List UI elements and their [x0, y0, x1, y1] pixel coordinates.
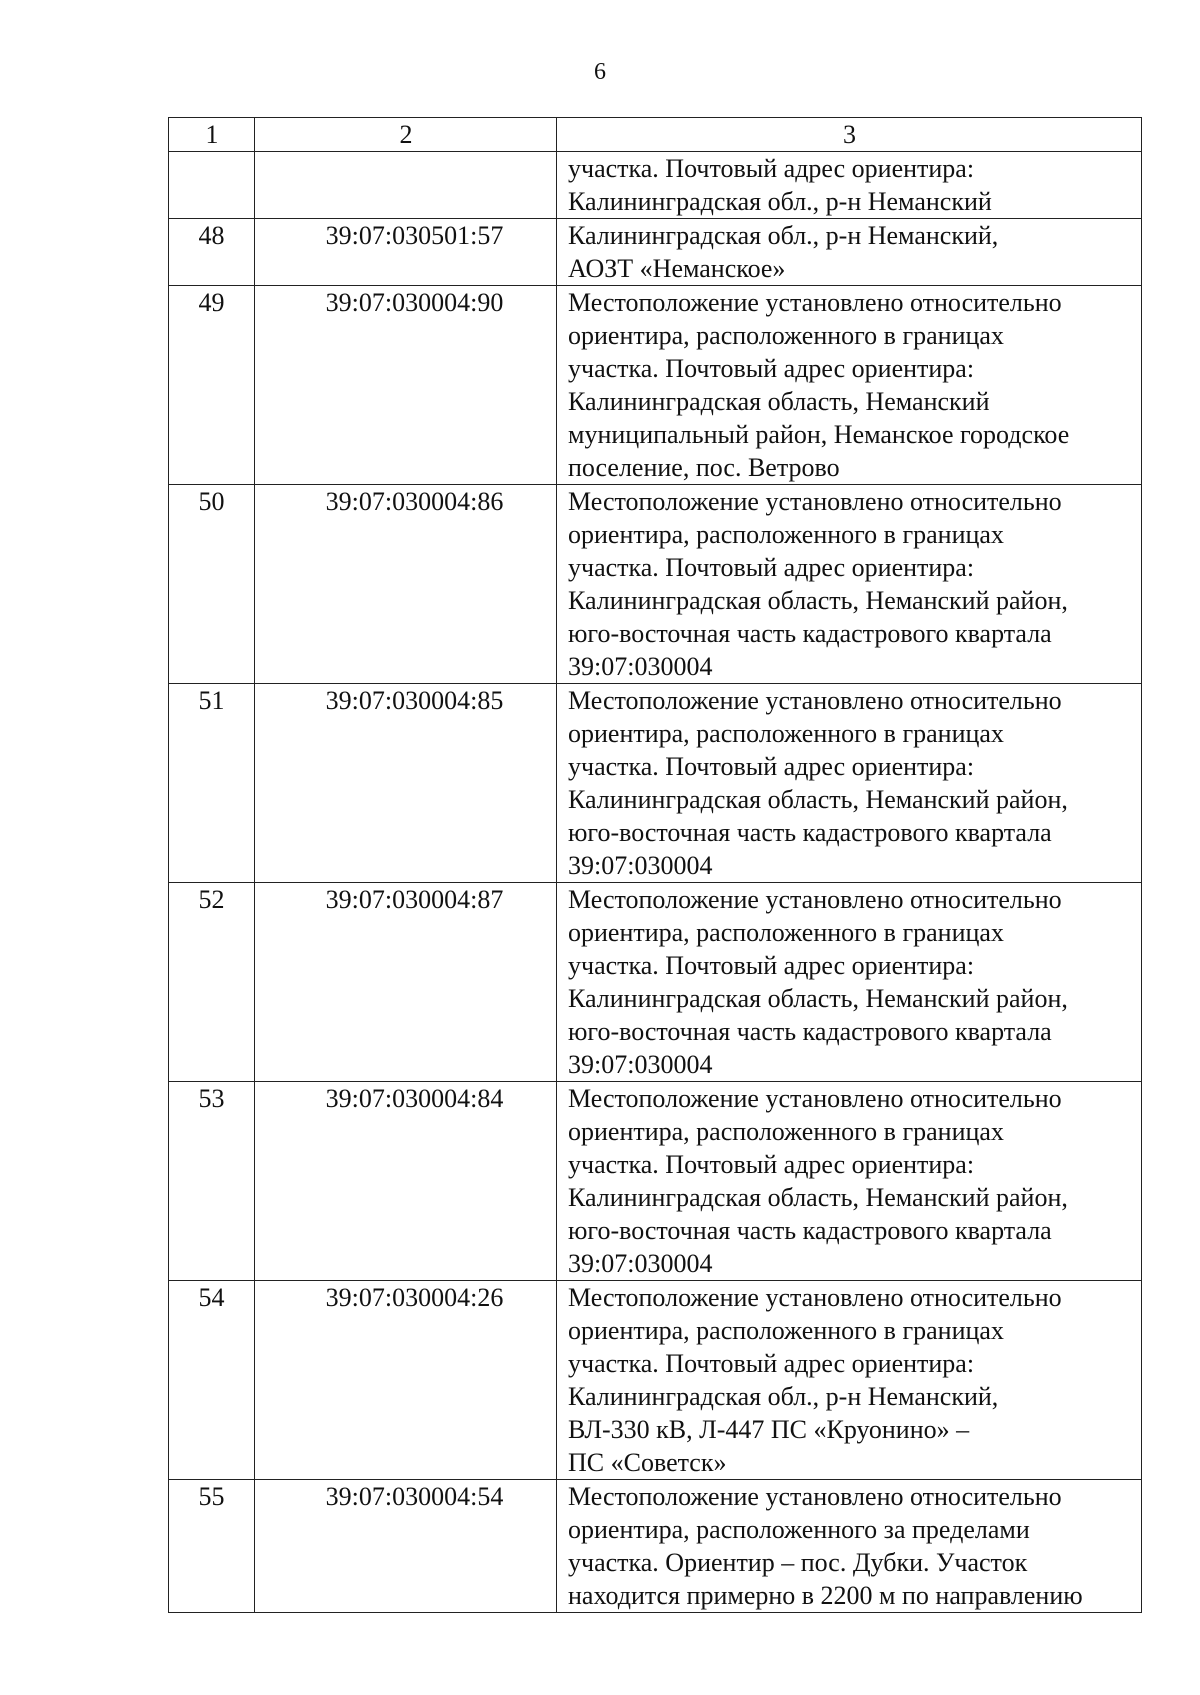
location-text-line: Калининградская область, Неманский район,	[568, 984, 1068, 1013]
cadastral-number-cell: 39:07:030004:85	[255, 684, 557, 883]
row-number-cell: 55	[169, 1480, 255, 1613]
location-text-line: юго-восточная часть кадастрового квартала	[568, 619, 1052, 648]
table-row	[169, 1082, 1142, 1281]
location-text-line: ориентира, расположенного в границах	[568, 1117, 1004, 1146]
row-number-cell: 50	[169, 485, 255, 684]
header-col-1: 1	[169, 118, 255, 152]
table-row	[169, 485, 1142, 684]
location-description-cell	[557, 286, 1142, 485]
location-text-line: Местоположение установлено относительно	[568, 885, 1062, 914]
location-text-line: юго-восточная часть кадастрового квартала	[568, 818, 1052, 847]
table-row	[169, 883, 1142, 1082]
table-row	[169, 152, 1142, 219]
location-text-line: АОЗТ «Неманское»	[568, 254, 786, 283]
location-text-line: участка. Ориентир – пос. Дубки. Участок	[568, 1548, 1028, 1577]
location-text-line: ориентира, расположенного в границах	[568, 520, 1004, 549]
table-row	[169, 1281, 1142, 1480]
row-number-cell: 54	[169, 1281, 255, 1480]
table-body	[169, 152, 1142, 1613]
location-text-line: ВЛ-330 кВ, Л-447 ПС «Круонино» –	[568, 1415, 970, 1444]
location-text-line: участка. Почтовый адрес ориентира:	[568, 354, 975, 383]
location-text-line: Калининградская область, Неманский	[568, 387, 990, 416]
location-text-line: юго-восточная часть кадастрового квартала	[568, 1216, 1052, 1245]
location-text-line: ориентира, расположенного в границах	[568, 1316, 1004, 1345]
location-text-line: ориентира, расположенного в границах	[568, 719, 1004, 748]
location-text-line: Местоположение установлено относительно	[568, 1482, 1062, 1511]
cadastral-number-cell: 39:07:030004:87	[255, 883, 557, 1082]
row-number-cell	[169, 152, 255, 219]
cadastral-number-cell: 39:07:030004:90	[255, 286, 557, 485]
header-col-2: 2	[255, 118, 557, 152]
location-description-cell	[557, 1281, 1142, 1480]
location-text-line: Местоположение установлено относительно	[568, 1283, 1062, 1312]
location-text-line: 39:07:030004	[568, 1050, 713, 1079]
row-number-cell: 51	[169, 684, 255, 883]
cadastral-table	[168, 117, 1142, 1613]
location-text-line: Местоположение установлено относительно	[568, 686, 1062, 715]
location-description-cell	[557, 684, 1142, 883]
table-row	[169, 684, 1142, 883]
row-number-cell: 48	[169, 219, 255, 286]
location-text-line: поселение, пос. Ветрово	[568, 453, 840, 482]
location-text-line: участка. Почтовый адрес ориентира:	[568, 553, 975, 582]
location-description-cell	[557, 1082, 1142, 1281]
table-row	[169, 219, 1142, 286]
location-text-line: Местоположение установлено относительно	[568, 288, 1062, 317]
location-text-line: 39:07:030004	[568, 1249, 713, 1278]
location-text-line: участка. Почтовый адрес ориентира:	[568, 154, 975, 183]
location-text-line: Калининградская обл., р-н Неманский	[568, 187, 992, 216]
location-text-line: находится примерно в 2200 м по направлению	[568, 1581, 1083, 1610]
location-text-line: Калининградская область, Неманский район,	[568, 785, 1068, 814]
location-text-line: Калининградская обл., р-н Неманский,	[568, 221, 999, 250]
location-text-line: Местоположение установлено относительно	[568, 1084, 1062, 1113]
location-text-line: ориентира, расположенного в границах	[568, 918, 1004, 947]
location-text-line: муниципальный район, Неманское городское	[568, 420, 1070, 449]
location-text-line: юго-восточная часть кадастрового квартала	[568, 1017, 1052, 1046]
location-text-line: Калининградская область, Неманский район,	[568, 1183, 1068, 1212]
row-number-cell: 53	[169, 1082, 255, 1281]
location-text-line: участка. Почтовый адрес ориентира:	[568, 951, 975, 980]
cadastral-number-cell: 39:07:030004:54	[255, 1480, 557, 1613]
cadastral-number-cell: 39:07:030004:84	[255, 1082, 557, 1281]
location-description-cell	[557, 883, 1142, 1082]
cadastral-number-cell: 39:07:030501:57	[255, 219, 557, 286]
location-description-cell	[557, 485, 1142, 684]
page-number: 6	[594, 59, 606, 85]
location-text-line: Местоположение установлено относительно	[568, 487, 1062, 516]
location-text-line: участка. Почтовый адрес ориентира:	[568, 752, 975, 781]
location-text-line: 39:07:030004	[568, 851, 713, 880]
location-text-line: участка. Почтовый адрес ориентира:	[568, 1349, 975, 1378]
cadastral-number-cell: 39:07:030004:26	[255, 1281, 557, 1480]
location-text-line: ориентира, расположенного в границах	[568, 321, 1004, 350]
location-description-cell	[557, 1480, 1142, 1613]
cadastral-number-cell: 39:07:030004:86	[255, 485, 557, 684]
header-col-3: 3	[557, 118, 1142, 152]
location-text-line: Калининградская обл., р-н Неманский,	[568, 1382, 999, 1411]
cadastral-number-cell	[255, 152, 557, 219]
location-text-line: участка. Почтовый адрес ориентира:	[568, 1150, 975, 1179]
location-text-line: 39:07:030004	[568, 652, 713, 681]
location-description-cell	[557, 219, 1142, 286]
row-number-cell: 49	[169, 286, 255, 485]
table-header-row	[169, 118, 1142, 152]
location-text-line: Калининградская область, Неманский район,	[568, 586, 1068, 615]
location-text-line: ПС «Советск»	[568, 1448, 727, 1477]
location-description-cell	[557, 152, 1142, 219]
location-text-line: ориентира, расположенного за пределами	[568, 1515, 1030, 1544]
table-row	[169, 286, 1142, 485]
row-number-cell: 52	[169, 883, 255, 1082]
table-row	[169, 1480, 1142, 1613]
